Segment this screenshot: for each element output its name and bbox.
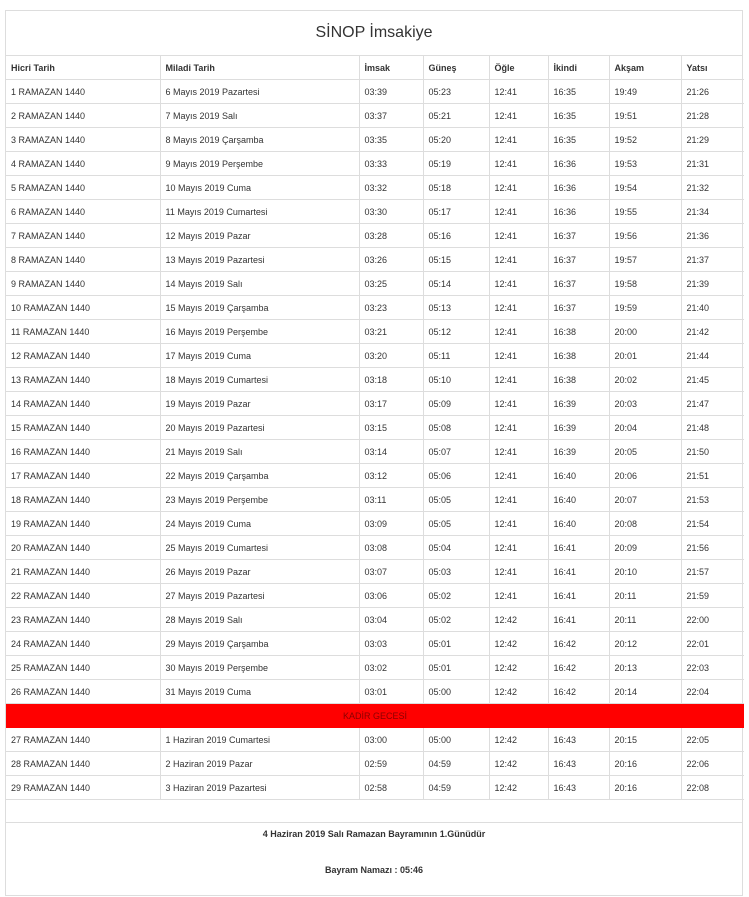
cell-imsak: 03:02 [359,656,423,680]
cell-yatsi: 21:29 [681,128,744,152]
table-row [6,200,744,224]
cell-yatsi: 21:39 [681,272,744,296]
cell-gunes: 05:02 [423,608,489,632]
cell-hicri-tarih: 26 RAMAZAN 1440 [6,680,160,704]
cell-hicri-tarih: 27 RAMAZAN 1440 [6,728,160,752]
cell-yatsi: 21:44 [681,344,744,368]
cell-aksam: 20:06 [609,464,681,488]
cell-ogle: 12:41 [489,344,548,368]
cell-hicri-tarih: 23 RAMAZAN 1440 [6,608,160,632]
cell-aksam: 19:52 [609,128,681,152]
cell-hicri-tarih: 19 RAMAZAN 1440 [6,512,160,536]
cell-gunes: 05:10 [423,368,489,392]
cell-hicri-tarih: 12 RAMAZAN 1440 [6,344,160,368]
cell-miladi-tarih: 15 Mayıs 2019 Çarşamba [160,296,359,320]
cell-yatsi: 21:32 [681,176,744,200]
cell-miladi-tarih: 18 Mayıs 2019 Cumartesi [160,368,359,392]
cell-imsak: 03:28 [359,224,423,248]
table-row [6,152,744,176]
cell-imsak: 03:12 [359,464,423,488]
cell-imsak: 03:25 [359,272,423,296]
table-row [6,248,744,272]
cell-ikindi: 16:42 [548,656,609,680]
cell-ogle: 12:41 [489,368,548,392]
table-row [6,464,744,488]
cell-hicri-tarih: 13 RAMAZAN 1440 [6,368,160,392]
cell-hicri-tarih: 14 RAMAZAN 1440 [6,392,160,416]
cell-aksam: 20:01 [609,344,681,368]
cell-miladi-tarih: 24 Mayıs 2019 Cuma [160,512,359,536]
cell-yatsi: 21:54 [681,512,744,536]
cell-gunes: 04:59 [423,776,489,800]
cell-gunes: 05:06 [423,464,489,488]
table-row [6,176,744,200]
cell-ikindi: 16:38 [548,320,609,344]
cell-gunes: 05:03 [423,560,489,584]
cell-miladi-tarih: 23 Mayıs 2019 Perşembe [160,488,359,512]
cell-miladi-tarih: 1 Haziran 2019 Cumartesi [160,728,359,752]
cell-ikindi: 16:43 [548,752,609,776]
imsakiye-table [6,56,744,800]
cell-hicri-tarih: 5 RAMAZAN 1440 [6,176,160,200]
cell-hicri-tarih: 20 RAMAZAN 1440 [6,536,160,560]
table-row [6,440,744,464]
cell-yatsi: 21:45 [681,368,744,392]
cell-aksam: 20:14 [609,680,681,704]
cell-gunes: 05:23 [423,80,489,104]
cell-hicri-tarih: 2 RAMAZAN 1440 [6,104,160,128]
cell-gunes: 05:02 [423,584,489,608]
cell-miladi-tarih: 20 Mayıs 2019 Pazartesi [160,416,359,440]
cell-miladi-tarih: 3 Haziran 2019 Pazartesi [160,776,359,800]
cell-ogle: 12:41 [489,104,548,128]
cell-ogle: 12:41 [489,200,548,224]
cell-ikindi: 16:43 [548,776,609,800]
cell-imsak: 03:32 [359,176,423,200]
spacer-row [6,800,742,823]
cell-ogle: 12:42 [489,608,548,632]
cell-gunes: 05:07 [423,440,489,464]
cell-gunes: 05:05 [423,488,489,512]
cell-imsak: 03:37 [359,104,423,128]
cell-miladi-tarih: 10 Mayıs 2019 Cuma [160,176,359,200]
cell-yatsi: 21:51 [681,464,744,488]
table-row [6,776,744,800]
cell-gunes: 05:01 [423,632,489,656]
cell-ogle: 12:41 [489,584,548,608]
cell-miladi-tarih: 13 Mayıs 2019 Pazartesi [160,248,359,272]
table-row [6,272,744,296]
cell-yatsi: 21:26 [681,80,744,104]
cell-hicri-tarih: 17 RAMAZAN 1440 [6,464,160,488]
cell-gunes: 05:20 [423,128,489,152]
table-row [6,80,744,104]
cell-yatsi: 22:04 [681,680,744,704]
cell-ogle: 12:41 [489,80,548,104]
bayram-day-text: 4 Haziran 2019 Salı Ramazan Bayramının 1.Günüdür [262,829,486,839]
cell-imsak: 03:20 [359,344,423,368]
table-row [6,608,744,632]
table-body [6,80,744,800]
cell-ogle: 12:41 [489,464,548,488]
cell-imsak: 03:15 [359,416,423,440]
cell-aksam: 19:55 [609,200,681,224]
cell-ikindi: 16:39 [548,392,609,416]
cell-ogle: 12:41 [489,512,548,536]
cell-aksam: 20:08 [609,512,681,536]
table-row [6,104,744,128]
cell-aksam: 20:02 [609,368,681,392]
cell-ikindi: 16:41 [548,560,609,584]
cell-ikindi: 16:35 [548,80,609,104]
cell-ogle: 12:41 [489,416,548,440]
footer-info [6,823,742,895]
cell-miladi-tarih: 7 Mayıs 2019 Salı [160,104,359,128]
cell-imsak: 03:08 [359,536,423,560]
cell-yatsi: 21:40 [681,296,744,320]
page-title: SİNOP İmsakiye [6,11,742,56]
bayram-prayer-time: Bayram Namazı : 05:46 [324,865,424,875]
cell-hicri-tarih: 6 RAMAZAN 1440 [6,200,160,224]
cell-ikindi: 16:43 [548,728,609,752]
cell-miladi-tarih: 14 Mayıs 2019 Salı [160,272,359,296]
cell-ikindi: 16:36 [548,152,609,176]
cell-yatsi: 22:03 [681,656,744,680]
cell-miladi-tarih: 6 Mayıs 2019 Pazartesi [160,80,359,104]
header-aksam: Akşam [609,56,681,80]
cell-gunes: 05:18 [423,176,489,200]
cell-aksam: 19:56 [609,224,681,248]
header-miladi-tarih: Miladi Tarih [160,56,359,80]
cell-miladi-tarih: 16 Mayıs 2019 Perşembe [160,320,359,344]
header-row [6,56,744,80]
cell-ogle: 12:42 [489,776,548,800]
cell-aksam: 20:07 [609,488,681,512]
cell-hicri-tarih: 11 RAMAZAN 1440 [6,320,160,344]
cell-imsak: 03:01 [359,680,423,704]
table-row [6,512,744,536]
cell-imsak: 03:03 [359,632,423,656]
cell-aksam: 19:54 [609,176,681,200]
cell-miladi-tarih: 19 Mayıs 2019 Pazar [160,392,359,416]
cell-yatsi: 22:00 [681,608,744,632]
cell-ogle: 12:41 [489,392,548,416]
cell-yatsi: 21:36 [681,224,744,248]
cell-aksam: 20:05 [609,440,681,464]
cell-hicri-tarih: 16 RAMAZAN 1440 [6,440,160,464]
cell-imsak: 03:35 [359,128,423,152]
cell-ogle: 12:42 [489,728,548,752]
cell-gunes: 05:00 [423,680,489,704]
cell-ogle: 12:41 [489,560,548,584]
cell-yatsi: 21:57 [681,560,744,584]
cell-imsak: 03:09 [359,512,423,536]
header-yatsi: Yatsı [681,56,744,80]
cell-hicri-tarih: 1 RAMAZAN 1440 [6,80,160,104]
cell-miladi-tarih: 8 Mayıs 2019 Çarşamba [160,128,359,152]
table-row [6,584,744,608]
cell-imsak: 03:23 [359,296,423,320]
table-row [6,344,744,368]
cell-miladi-tarih: 26 Mayıs 2019 Pazar [160,560,359,584]
cell-imsak: 03:21 [359,320,423,344]
cell-ogle: 12:41 [489,296,548,320]
cell-imsak: 03:39 [359,80,423,104]
header-ikindi: İkindi [548,56,609,80]
table-row [6,656,744,680]
cell-hicri-tarih: 21 RAMAZAN 1440 [6,560,160,584]
cell-yatsi: 22:05 [681,728,744,752]
cell-aksam: 19:53 [609,152,681,176]
cell-hicri-tarih: 10 RAMAZAN 1440 [6,296,160,320]
cell-ikindi: 16:35 [548,128,609,152]
cell-gunes: 05:17 [423,200,489,224]
cell-ikindi: 16:36 [548,176,609,200]
cell-imsak: 03:18 [359,368,423,392]
cell-imsak: 03:14 [359,440,423,464]
cell-aksam: 20:12 [609,632,681,656]
cell-yatsi: 21:42 [681,320,744,344]
cell-gunes: 05:13 [423,296,489,320]
cell-ikindi: 16:37 [548,296,609,320]
cell-aksam: 20:00 [609,320,681,344]
table-row [6,632,744,656]
table-row [6,416,744,440]
cell-ikindi: 16:37 [548,272,609,296]
table-row [6,128,744,152]
cell-yatsi: 21:37 [681,248,744,272]
cell-ogle: 12:41 [489,536,548,560]
table-row [6,752,744,776]
cell-gunes: 05:21 [423,104,489,128]
cell-ikindi: 16:40 [548,512,609,536]
cell-aksam: 19:58 [609,272,681,296]
cell-ikindi: 16:38 [548,368,609,392]
table-row [6,560,744,584]
cell-hicri-tarih: 7 RAMAZAN 1440 [6,224,160,248]
cell-hicri-tarih: 8 RAMAZAN 1440 [6,248,160,272]
cell-aksam: 19:57 [609,248,681,272]
cell-gunes: 05:05 [423,512,489,536]
cell-miladi-tarih: 22 Mayıs 2019 Çarşamba [160,464,359,488]
cell-hicri-tarih: 28 RAMAZAN 1440 [6,752,160,776]
cell-ikindi: 16:38 [548,344,609,368]
cell-ikindi: 16:37 [548,248,609,272]
cell-ogle: 12:41 [489,248,548,272]
cell-ikindi: 16:39 [548,440,609,464]
cell-ogle: 12:41 [489,224,548,248]
cell-yatsi: 21:31 [681,152,744,176]
cell-miladi-tarih: 25 Mayıs 2019 Cumartesi [160,536,359,560]
cell-hicri-tarih: 3 RAMAZAN 1440 [6,128,160,152]
cell-ogle: 12:41 [489,440,548,464]
table-row [6,296,744,320]
cell-hicri-tarih: 29 RAMAZAN 1440 [6,776,160,800]
cell-ogle: 12:41 [489,176,548,200]
table-row [6,536,744,560]
cell-aksam: 20:09 [609,536,681,560]
cell-aksam: 20:03 [609,392,681,416]
cell-ogle: 12:42 [489,752,548,776]
header-hicri-tarih: Hicri Tarih [6,56,160,80]
cell-aksam: 20:13 [609,656,681,680]
cell-aksam: 20:15 [609,728,681,752]
cell-gunes: 05:16 [423,224,489,248]
cell-miladi-tarih: 2 Haziran 2019 Pazar [160,752,359,776]
cell-yatsi: 21:50 [681,440,744,464]
cell-hicri-tarih: 22 RAMAZAN 1440 [6,584,160,608]
cell-aksam: 20:16 [609,752,681,776]
cell-gunes: 04:59 [423,752,489,776]
cell-yatsi: 21:47 [681,392,744,416]
table-row [6,488,744,512]
cell-hicri-tarih: 25 RAMAZAN 1440 [6,656,160,680]
cell-imsak: 03:07 [359,560,423,584]
cell-imsak: 02:59 [359,752,423,776]
cell-hicri-tarih: 9 RAMAZAN 1440 [6,272,160,296]
cell-imsak: 03:33 [359,152,423,176]
cell-yatsi: 22:01 [681,632,744,656]
cell-miladi-tarih: 21 Mayıs 2019 Salı [160,440,359,464]
cell-yatsi: 22:08 [681,776,744,800]
cell-aksam: 20:04 [609,416,681,440]
cell-yatsi: 21:48 [681,416,744,440]
cell-miladi-tarih: 31 Mayıs 2019 Cuma [160,680,359,704]
cell-miladi-tarih: 30 Mayıs 2019 Perşembe [160,656,359,680]
cell-hicri-tarih: 4 RAMAZAN 1440 [6,152,160,176]
cell-ogle: 12:41 [489,152,548,176]
cell-ogle: 12:41 [489,128,548,152]
cell-imsak: 03:30 [359,200,423,224]
header-gunes: Güneş [423,56,489,80]
cell-gunes: 05:04 [423,536,489,560]
cell-ogle: 12:41 [489,488,548,512]
cell-miladi-tarih: 28 Mayıs 2019 Salı [160,608,359,632]
cell-miladi-tarih: 27 Mayıs 2019 Pazartesi [160,584,359,608]
cell-ikindi: 16:42 [548,632,609,656]
cell-ikindi: 16:41 [548,584,609,608]
cell-aksam: 20:10 [609,560,681,584]
cell-ogle: 12:42 [489,656,548,680]
cell-ikindi: 16:40 [548,488,609,512]
cell-aksam: 20:11 [609,608,681,632]
cell-ogle: 12:42 [489,680,548,704]
table-row [6,392,744,416]
cell-miladi-tarih: 12 Mayıs 2019 Pazar [160,224,359,248]
cell-imsak: 03:17 [359,392,423,416]
imsakiye-panel [5,10,743,896]
cell-ikindi: 16:41 [548,608,609,632]
cell-aksam: 20:16 [609,776,681,800]
cell-aksam: 19:49 [609,80,681,104]
cell-ikindi: 16:41 [548,536,609,560]
cell-aksam: 19:59 [609,296,681,320]
cell-hicri-tarih: 15 RAMAZAN 1440 [6,416,160,440]
kadir-gecesi-row [6,704,744,728]
cell-yatsi: 21:34 [681,200,744,224]
cell-gunes: 05:11 [423,344,489,368]
cell-imsak: 03:04 [359,608,423,632]
cell-gunes: 05:14 [423,272,489,296]
cell-imsak: 03:11 [359,488,423,512]
cell-ikindi: 16:37 [548,224,609,248]
cell-gunes: 05:09 [423,392,489,416]
cell-miladi-tarih: 9 Mayıs 2019 Perşembe [160,152,359,176]
cell-gunes: 05:08 [423,416,489,440]
cell-gunes: 05:15 [423,248,489,272]
cell-aksam: 20:11 [609,584,681,608]
cell-yatsi: 21:53 [681,488,744,512]
cell-gunes: 05:00 [423,728,489,752]
cell-imsak: 03:00 [359,728,423,752]
cell-ikindi: 16:39 [548,416,609,440]
cell-imsak: 03:06 [359,584,423,608]
cell-yatsi: 21:28 [681,104,744,128]
header-ogle: Öğle [489,56,548,80]
cell-imsak: 02:58 [359,776,423,800]
cell-yatsi: 21:59 [681,584,744,608]
table-row [6,680,744,704]
table-row [6,368,744,392]
table-row [6,728,744,752]
header-imsak: İmsak [359,56,423,80]
cell-ogle: 12:41 [489,272,548,296]
cell-ogle: 12:41 [489,320,548,344]
cell-ikindi: 16:40 [548,464,609,488]
cell-hicri-tarih: 24 RAMAZAN 1440 [6,632,160,656]
cell-miladi-tarih: 11 Mayıs 2019 Cumartesi [160,200,359,224]
cell-gunes: 05:01 [423,656,489,680]
kadir-gecesi-label: KADİR GECESİ [6,704,744,728]
cell-yatsi: 21:56 [681,536,744,560]
cell-aksam: 19:51 [609,104,681,128]
cell-ikindi: 16:42 [548,680,609,704]
cell-gunes: 05:19 [423,152,489,176]
cell-miladi-tarih: 17 Mayıs 2019 Cuma [160,344,359,368]
cell-miladi-tarih: 29 Mayıs 2019 Çarşamba [160,632,359,656]
cell-ikindi: 16:35 [548,104,609,128]
table-row [6,320,744,344]
cell-imsak: 03:26 [359,248,423,272]
cell-ogle: 12:42 [489,632,548,656]
cell-ikindi: 16:36 [548,200,609,224]
cell-yatsi: 22:06 [681,752,744,776]
table-row [6,224,744,248]
cell-hicri-tarih: 18 RAMAZAN 1440 [6,488,160,512]
cell-gunes: 05:12 [423,320,489,344]
